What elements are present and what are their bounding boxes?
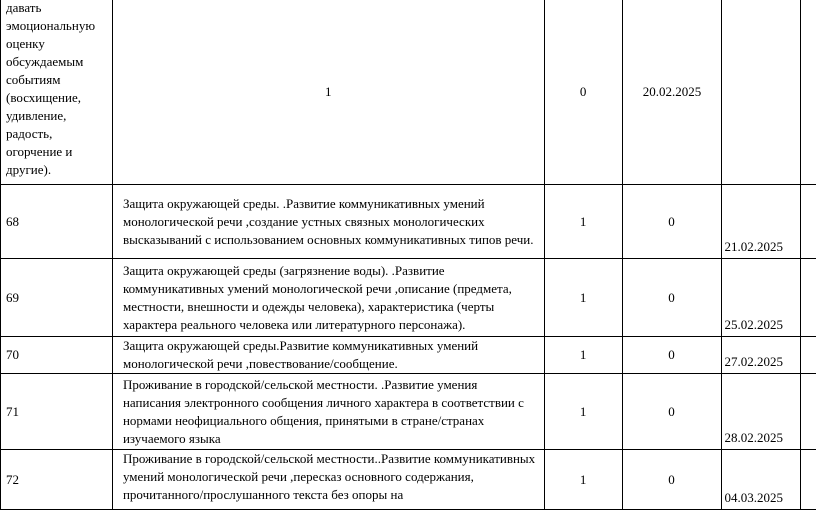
row-edge-cell [801,259,816,337]
row-control-works: 0 [622,450,721,510]
row-date: 20.02.2025 [622,0,721,185]
row-edge-cell [801,185,816,259]
row-topic: Проживание в городской/сельской местности. .Развитие умения написания электронного сообщения личного характера в соответствии с нормами неофициального общения, принятыми в стране/странах изучаемого языка [112,374,544,450]
table-row [1,0,816,185]
row-control-works: 0 [622,185,721,259]
row-topic: Проживание в городской/сельской местности..Развитие коммуникативных умений монологической речи ,пересказ основного содержания, прочитанного/прослушанного текста без опоры на [112,450,544,510]
row-edge-cell [801,374,816,450]
row-hours: 1 [544,450,622,510]
row-control-works: 0 [622,374,721,450]
table-row [1,259,816,337]
row-topic-continued: давать эмоциональную оценку обсуждаемым событиям (восхищение, удивление, радость, огорчение и другие). [1,0,113,185]
row-topic: Защита окружающей среды. .Развитие коммуникативных умений монологической речи ,создание устных связных монологических высказываний с использованием основных коммуникативных типов речи. [112,185,544,259]
table-row [1,185,816,259]
row-control-works: 0 [622,259,721,337]
row-edge-cell [801,0,816,185]
table-row [1,450,816,510]
row-hours: 1 [544,337,622,374]
row-date: 27.02.2025 [721,337,801,374]
row-hours: 1 [544,259,622,337]
row-topic: Защита окружающей среды.Развитие коммуникативных умений монологической речи ,повествование/сообщение. [112,337,544,374]
row-number: 69 [1,259,113,337]
table-row [1,374,816,450]
row-edge-cell [801,337,816,374]
row-topic: Защита окружающей среды (загрязнение воды). .Развитие коммуникативных умений монологической речи ,описание (предмета, местности, внешности и одежды человека), характеристика (черты характера реального человека или литературного персонажа). [112,259,544,337]
row-date: 28.02.2025 [721,374,801,450]
row-hours: 1 [544,185,622,259]
row-number: 70 [1,337,113,374]
row-empty-cell [721,0,801,185]
row-number: 68 [1,185,113,259]
row-control-works: 0 [544,0,622,185]
row-date: 21.02.2025 [721,185,801,259]
row-hours: 1 [544,374,622,450]
row-number: 72 [1,450,113,510]
row-date: 25.02.2025 [721,259,801,337]
row-hours: 1 [112,0,544,185]
row-edge-cell [801,450,816,510]
row-date: 04.03.2025 [721,450,801,510]
row-control-works: 0 [622,337,721,374]
table-row [1,337,816,374]
row-number: 71 [1,374,113,450]
